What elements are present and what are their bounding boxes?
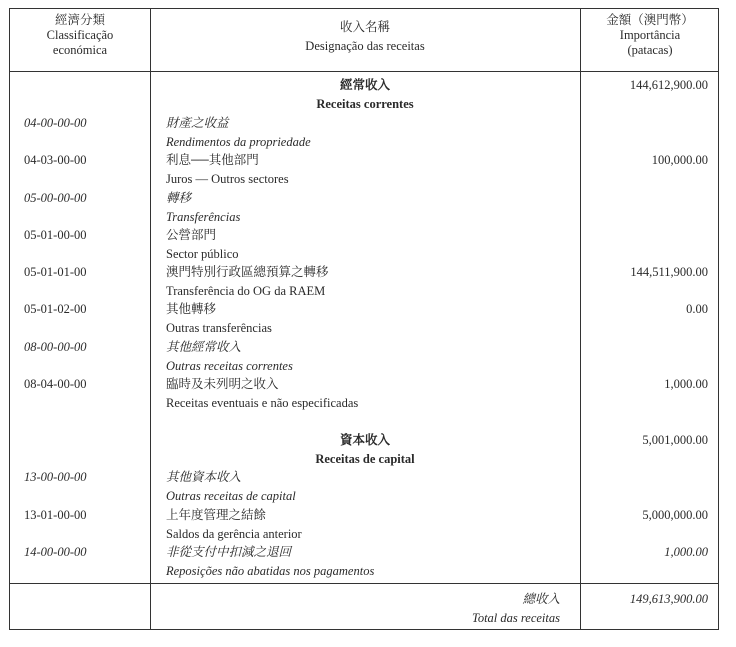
row-desc-pt: Outras receitas de capital bbox=[166, 489, 296, 503]
row-amount: 5,000,000.00 bbox=[642, 508, 708, 522]
row-desc-pt: Reposições não abatidas nos pagamentos bbox=[166, 564, 375, 578]
row-desc-pt: Juros — Outros sectores bbox=[166, 172, 289, 186]
row-code: 04-03-00-00 bbox=[24, 153, 87, 167]
row-desc-zh: 轉移 bbox=[166, 191, 192, 205]
row-code: 08-00-00-00 bbox=[24, 340, 87, 354]
row-code: 05-01-01-00 bbox=[24, 265, 87, 279]
row-code: 13-00-00-00 bbox=[24, 470, 87, 484]
row-amount: 1,000.00 bbox=[664, 545, 708, 559]
header-designation bbox=[150, 9, 580, 82]
row-desc-zh: 財產之收益 bbox=[166, 116, 229, 130]
header-designation-pt: Designação das receitas bbox=[305, 39, 425, 53]
header-amount-zh: 金額（澳門幣） bbox=[606, 13, 694, 27]
row-desc-zh: 其他經常收入 bbox=[166, 340, 242, 354]
row-code: 13-01-00-00 bbox=[24, 508, 87, 522]
total-label-zh: 總收入 bbox=[522, 592, 560, 606]
row-desc-zh: 臨時及未列明之收入 bbox=[166, 377, 279, 391]
total-divider bbox=[10, 583, 718, 584]
header-amount-pt1: Importância bbox=[619, 28, 681, 42]
row-amount: 144,511,900.00 bbox=[630, 265, 708, 279]
row-code: 05-00-00-00 bbox=[24, 191, 87, 205]
row-desc-pt: Sector público bbox=[166, 247, 239, 261]
row-code: 08-04-00-00 bbox=[24, 377, 87, 391]
header-classification bbox=[10, 9, 150, 75]
row-desc-zh: 非從支付中扣減之退回 bbox=[166, 545, 292, 559]
row-desc-pt: Receitas eventuais e não especificadas bbox=[166, 396, 359, 410]
section-title-pt: Receitas correntes bbox=[316, 97, 414, 111]
row-desc-zh: 利息──其他部門 bbox=[166, 153, 259, 167]
row-desc-pt: Rendimentos da propriedade bbox=[166, 135, 311, 149]
row-desc-pt: Transferência do OG da RAEM bbox=[166, 284, 326, 298]
revenue-table bbox=[9, 8, 719, 630]
header-designation-zh: 收入名稱 bbox=[339, 20, 390, 34]
row-amount: 1,000.00 bbox=[664, 377, 708, 391]
column-divider bbox=[580, 9, 581, 629]
total-amount: 149,613,900.00 bbox=[629, 592, 708, 606]
row-desc-zh: 其他轉移 bbox=[166, 302, 217, 316]
row-desc-pt: Transferências bbox=[166, 210, 241, 224]
row-amount: 0.00 bbox=[686, 302, 708, 316]
row-code: 14-00-00-00 bbox=[24, 545, 87, 559]
row-code: 05-01-02-00 bbox=[24, 302, 87, 316]
row-desc-zh: 其他資本收入 bbox=[166, 470, 242, 484]
section-amount: 5,001,000.00 bbox=[642, 433, 708, 447]
row-code: 04-00-00-00 bbox=[24, 116, 87, 130]
row-desc-zh: 上年度管理之結餘 bbox=[166, 508, 267, 522]
header-classification-pt2: económica bbox=[52, 43, 108, 57]
header-amount-pt2: (patacas) bbox=[627, 43, 673, 57]
total-label-pt: Total das receitas bbox=[472, 611, 560, 625]
row-desc-zh: 澳門特別行政區總預算之轉移 bbox=[166, 265, 329, 279]
row-desc-pt: Outras receitas correntes bbox=[166, 359, 293, 373]
header-classification-zh: 經濟分類 bbox=[54, 13, 105, 27]
row-desc-pt: Saldos da gerência anterior bbox=[166, 527, 302, 541]
section-title-zh: 資本收入 bbox=[339, 433, 390, 447]
section-title-pt: Receitas de capital bbox=[315, 452, 415, 466]
row-desc-zh: 公營部門 bbox=[166, 228, 217, 242]
section-amount: 144,612,900.00 bbox=[629, 78, 708, 92]
row-desc-pt: Outras transferências bbox=[166, 321, 272, 335]
header-amount bbox=[580, 9, 720, 75]
row-code: 05-01-00-00 bbox=[24, 228, 87, 242]
header-classification-pt1: Classificação bbox=[46, 28, 114, 42]
section-title-zh: 經常收入 bbox=[339, 78, 390, 92]
row-amount: 100,000.00 bbox=[651, 153, 708, 167]
